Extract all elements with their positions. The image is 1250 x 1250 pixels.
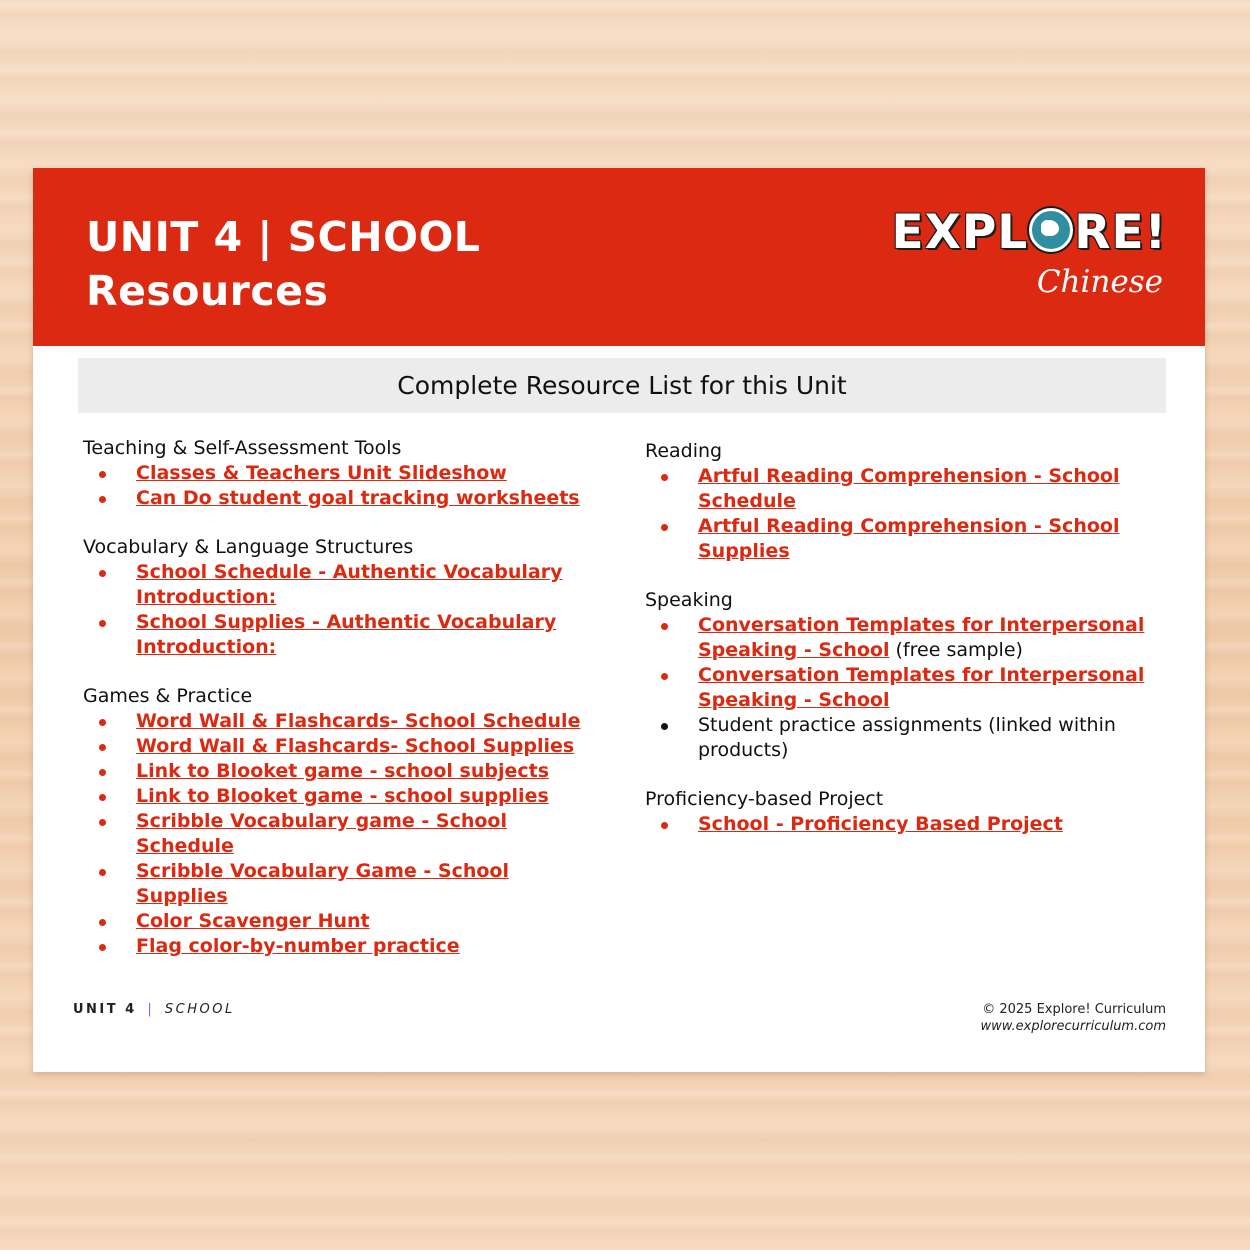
- list-item: [83, 934, 603, 959]
- resource-link[interactable]: Artful Reading Comprehension - School Supplies: [698, 515, 1120, 562]
- left-column: [83, 436, 603, 983]
- resource-list: [83, 461, 603, 511]
- list-item: [645, 464, 1145, 514]
- list-item: [83, 859, 603, 909]
- list-item: [83, 709, 603, 734]
- list-item: [83, 909, 603, 934]
- resource-link[interactable]: School Supplies - Authentic Vocabulary Introduction:: [136, 611, 557, 658]
- list-item: [83, 461, 603, 486]
- logo-wordmark: [867, 206, 1167, 260]
- plain-item-text: Student practice assignments (linked within products): [698, 714, 1116, 761]
- resource-link[interactable]: Word Wall & Flashcards- School Supplies: [136, 735, 575, 757]
- resource-link[interactable]: Artful Reading Comprehension - School Schedule: [698, 465, 1120, 512]
- list-item: [645, 613, 1145, 663]
- title-line-resources: Resources: [86, 267, 329, 315]
- resource-link[interactable]: School - Proficiency Based Project: [698, 813, 1063, 835]
- section-title: Speaking: [645, 589, 733, 611]
- list-item: [83, 809, 603, 859]
- section-title: Proficiency-based Project: [645, 788, 884, 810]
- resource-list-heading: Complete Resource List for this Unit: [78, 358, 1166, 413]
- footer-topic: SCHOOL: [164, 1002, 235, 1017]
- resource-link[interactable]: Scribble Vocabulary game - School Schedule: [136, 810, 507, 857]
- section-teaching-self-assessment-tools: [83, 436, 603, 511]
- resource-link[interactable]: Link to Blooket game - school subjects: [136, 760, 549, 782]
- list-item: [83, 486, 603, 511]
- section-title: Games & Practice: [83, 685, 253, 707]
- footer-separator: |: [147, 1002, 155, 1017]
- resource-link[interactable]: Flag color-by-number practice: [136, 935, 460, 957]
- globe-icon: [1029, 208, 1073, 252]
- resource-list: [645, 464, 1145, 564]
- section-reading: [645, 439, 1145, 564]
- website-url: www.explorecurriculum.com: [980, 1019, 1166, 1034]
- footer-unit: UNIT 4: [73, 1002, 137, 1017]
- section-title: Reading: [645, 440, 723, 462]
- resource-link[interactable]: Conversation Templates for Interpersonal Speaking - School: [698, 664, 1145, 711]
- resource-list: [83, 560, 603, 660]
- page-title: [86, 210, 480, 318]
- section-games-practice: [83, 684, 603, 959]
- right-column: [645, 439, 1145, 861]
- section-title: Vocabulary & Language Structures: [83, 536, 414, 558]
- header-banner: [33, 168, 1205, 346]
- resource-list: [645, 812, 1145, 837]
- list-item: [83, 759, 603, 784]
- resource-list: [83, 709, 603, 959]
- section-title: Teaching & Self-Assessment Tools: [83, 437, 402, 459]
- logo-word-part-a: EXPL: [891, 205, 1029, 260]
- list-item: [83, 734, 603, 759]
- logo-word-part-b: RE!: [1074, 205, 1167, 260]
- title-line-unit: UNIT 4 | SCHOOL: [86, 213, 481, 261]
- resource-link[interactable]: Can Do student goal tracking worksheets: [136, 487, 580, 509]
- list-item: [645, 663, 1145, 713]
- section-vocabulary-language-structures: [83, 535, 603, 660]
- resource-link[interactable]: Scribble Vocabulary Game - School Supplies: [136, 860, 509, 907]
- section-proficiency-based-project: [645, 787, 1145, 837]
- list-item: [645, 812, 1145, 837]
- link-note: (free sample): [889, 639, 1023, 661]
- resource-link[interactable]: Link to Blooket game - school supplies: [136, 785, 549, 807]
- list-item: [83, 610, 603, 660]
- resource-list: [645, 613, 1145, 763]
- resource-sheet: [33, 168, 1205, 1072]
- resource-link[interactable]: Word Wall & Flashcards- School Schedule: [136, 710, 581, 732]
- resource-link[interactable]: School Schedule - Authentic Vocabulary Introduction:: [136, 561, 563, 608]
- resource-link[interactable]: Color Scavenger Hunt: [136, 910, 370, 932]
- resource-link[interactable]: Conversation Templates for Interpersonal Speaking - School: [698, 614, 1145, 661]
- list-item: [83, 784, 603, 809]
- footer-copyright-block: [980, 1001, 1166, 1035]
- list-item: [645, 713, 1145, 763]
- resource-link[interactable]: Classes & Teachers Unit Slideshow: [136, 462, 507, 484]
- list-item: [83, 560, 603, 610]
- section-speaking: [645, 588, 1145, 763]
- list-item: [645, 514, 1145, 564]
- footer-unit-label: [73, 1002, 235, 1017]
- logo-subtitle: Chinese: [1036, 264, 1163, 300]
- explore-chinese-logo: [867, 206, 1167, 316]
- copyright-text: © 2025 Explore! Curriculum: [982, 1002, 1166, 1017]
